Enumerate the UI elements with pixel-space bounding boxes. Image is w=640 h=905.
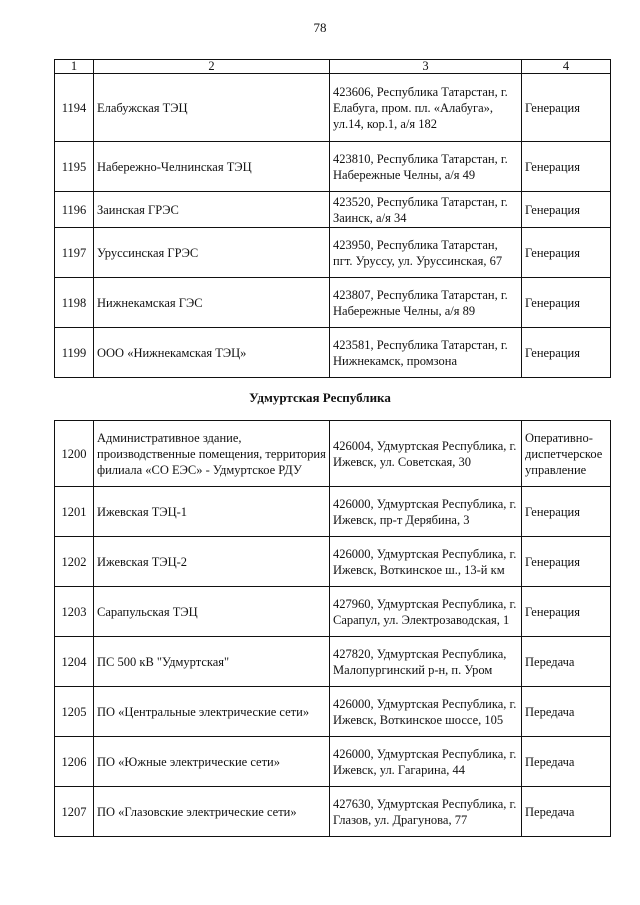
page-number: 78 xyxy=(313,20,327,35)
object-address: 426000, Удмуртская Республика, г. Ижевск, Воткинское ш., 13-й км xyxy=(330,537,522,587)
table-row xyxy=(55,637,611,687)
row-number: 1198 xyxy=(55,278,94,328)
row-number: 1194 xyxy=(55,74,94,142)
object-type: Генерация xyxy=(522,328,611,378)
table-row xyxy=(55,687,611,737)
object-address: 423950, Республика Татарстан, пгт. Уруссу, ул. Уруссинская, 67 xyxy=(330,228,522,278)
object-type: Оперативно-диспетчерское управление xyxy=(522,421,611,487)
table-row xyxy=(55,487,611,537)
row-number: 1207 xyxy=(55,787,94,837)
table-row xyxy=(55,142,611,192)
object-type: Генерация xyxy=(522,278,611,328)
row-number: 1201 xyxy=(55,487,94,537)
object-name: Елабужская ТЭЦ xyxy=(94,74,330,142)
object-address: 423520, Республика Татарстан, г. Заинск, а/я 34 xyxy=(330,192,522,228)
object-name: Набережно-Челнинская ТЭЦ xyxy=(94,142,330,192)
row-number: 1195 xyxy=(55,142,94,192)
object-name: ПО «Южные электрические сети» xyxy=(94,737,330,787)
row-number: 1204 xyxy=(55,637,94,687)
object-address: 427960, Удмуртская Республика, г. Сарапул, ул. Электрозаводская, 1 xyxy=(330,587,522,637)
object-address: 426004, Удмуртская Республика, г. Ижевск, ул. Советская, 30 xyxy=(330,421,522,487)
section-title: Удмуртская Республика xyxy=(249,390,391,405)
object-type: Передача xyxy=(522,787,611,837)
row-number: 1197 xyxy=(55,228,94,278)
object-address: 426000, Удмуртская Республика, г. Ижевск, ул. Гагарина, 44 xyxy=(330,737,522,787)
object-address: 427630, Удмуртская Республика, г. Глазов, ул. Драгунова, 77 xyxy=(330,787,522,837)
table-row xyxy=(55,228,611,278)
object-name: Ижевская ТЭЦ-2 xyxy=(94,537,330,587)
row-number: 1206 xyxy=(55,737,94,787)
object-address: 423807, Республика Татарстан, г. Набережные Челны, а/я 89 xyxy=(330,278,522,328)
object-type: Передача xyxy=(522,687,611,737)
object-name: Нижнекамская ГЭС xyxy=(94,278,330,328)
table-row xyxy=(55,421,611,487)
table-row xyxy=(55,278,611,328)
object-type: Генерация xyxy=(522,192,611,228)
header-cell-3: 3 xyxy=(330,60,522,74)
object-name: ПС 500 кВ "Удмуртская" xyxy=(94,637,330,687)
table-udmurtia xyxy=(54,420,611,837)
table-header-row xyxy=(55,60,611,74)
object-name: Заинская ГРЭС xyxy=(94,192,330,228)
table-row xyxy=(55,537,611,587)
row-number: 1202 xyxy=(55,537,94,587)
header-cell-2: 2 xyxy=(94,60,330,74)
row-number: 1200 xyxy=(55,421,94,487)
table-row xyxy=(55,192,611,228)
object-name: Административное здание, производственные помещения, территория филиала «СО ЕЭС» - Удмуртское РДУ xyxy=(94,421,330,487)
header-cell-4: 4 xyxy=(522,60,611,74)
object-type: Генерация xyxy=(522,74,611,142)
object-type: Генерация xyxy=(522,142,611,192)
table-tatarstan xyxy=(54,59,611,378)
object-type: Генерация xyxy=(522,537,611,587)
table-row xyxy=(55,737,611,787)
object-name: ПО «Центральные электрические сети» xyxy=(94,687,330,737)
object-type: Передача xyxy=(522,637,611,687)
object-type: Генерация xyxy=(522,587,611,637)
table-row xyxy=(55,787,611,837)
object-address: 423581, Республика Татарстан, г. Нижнекамск, промзона xyxy=(330,328,522,378)
object-type: Генерация xyxy=(522,487,611,537)
row-number: 1205 xyxy=(55,687,94,737)
object-address: 427820, Удмуртская Республика, Малопургинский р-н, п. Уром xyxy=(330,637,522,687)
object-name: Уруссинская ГРЭС xyxy=(94,228,330,278)
row-number: 1203 xyxy=(55,587,94,637)
header-cell-1: 1 xyxy=(55,60,94,74)
object-type: Передача xyxy=(522,737,611,787)
object-address: 426000, Удмуртская Республика, г. Ижевск, пр-т Дерябина, 3 xyxy=(330,487,522,537)
table-row xyxy=(55,587,611,637)
object-type: Генерация xyxy=(522,228,611,278)
object-name: Сарапульская ТЭЦ xyxy=(94,587,330,637)
object-name: ПО «Глазовские электрические сети» xyxy=(94,787,330,837)
row-number: 1196 xyxy=(55,192,94,228)
object-name: Ижевская ТЭЦ-1 xyxy=(94,487,330,537)
object-address: 423810, Республика Татарстан, г. Набережные Челны, а/я 49 xyxy=(330,142,522,192)
row-number: 1199 xyxy=(55,328,94,378)
object-name: ООО «Нижнекамская ТЭЦ» xyxy=(94,328,330,378)
table-row xyxy=(55,74,611,142)
object-address: 423606, Республика Татарстан, г. Елабуга, пром. пл. «Алабуга», ул.14, кор.1, а/я 182 xyxy=(330,74,522,142)
object-address: 426000, Удмуртская Республика, г. Ижевск, Воткинское шоссе, 105 xyxy=(330,687,522,737)
table-row xyxy=(55,328,611,378)
